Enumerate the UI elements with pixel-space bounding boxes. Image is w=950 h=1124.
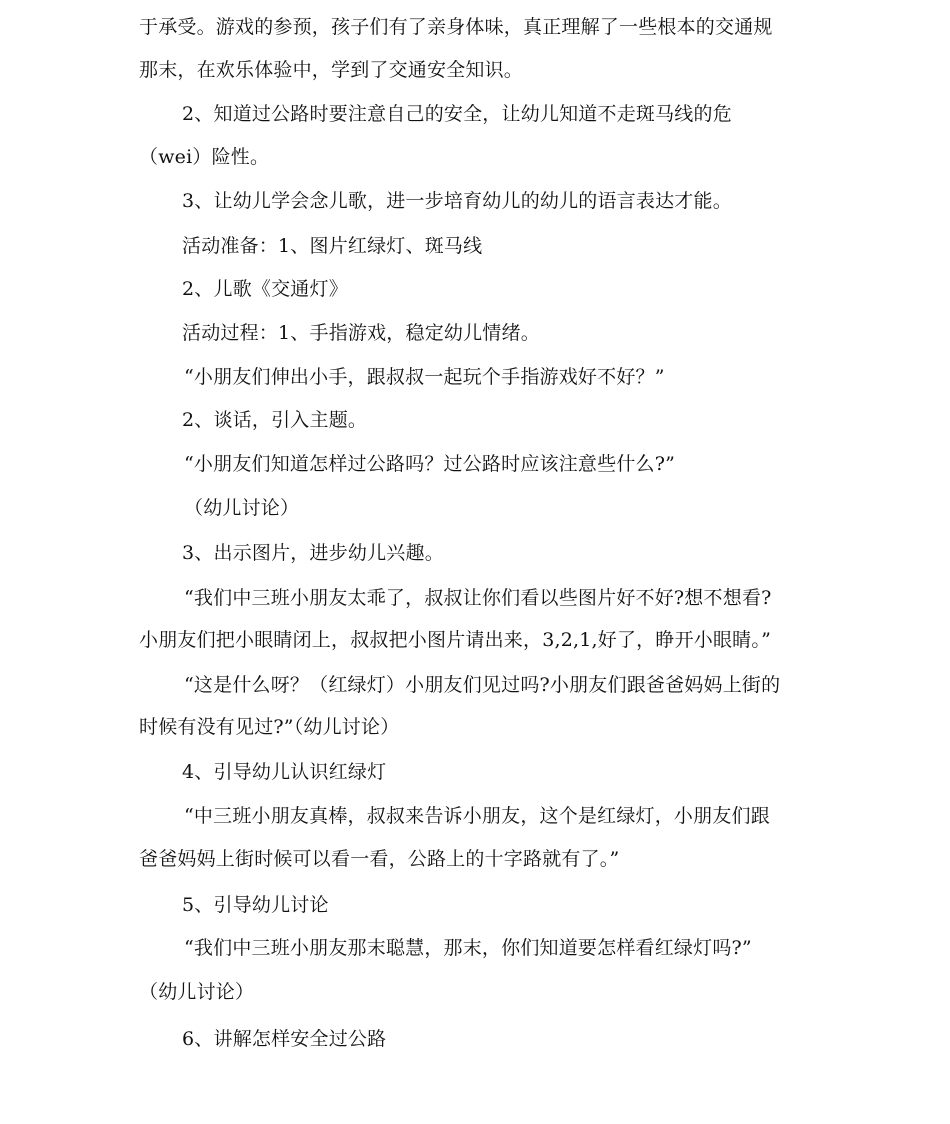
paragraph-line: 2、儿歌《交通灯》 — [182, 278, 348, 300]
paragraph-line: 4、引导幼儿认识红绿灯 — [182, 761, 387, 783]
paragraph-line: “小朋友们伸出小手，跟叔叔一起玩个手指游戏好不好？” — [184, 366, 665, 388]
paragraph-line: “中三班小朋友真棒，叔叔来告诉小朋友，这个是红绿灯，小朋友们跟 — [184, 805, 770, 827]
paragraph-line: 小朋友们把小眼睛闭上，叔叔把小图片请出来，3,2,1,好了，睁开小眼睛。” — [139, 629, 771, 651]
paragraph-line: （幼儿讨论） — [139, 981, 255, 1003]
paragraph-line: 活动过程：1、手指游戏，稳定幼儿情绪。 — [182, 322, 540, 344]
paragraph-line: 那末，在欢乐体验中，学到了交通安全知识。 — [139, 59, 524, 81]
paragraph-line: 5、引导幼儿讨论 — [182, 894, 329, 916]
paragraph-line: 爸爸妈妈上街时候可以看一看，公路上的十字路就有了。” — [139, 848, 620, 870]
paragraph-line: “我们中三班小朋友太乖了，叔叔让你们看以些图片好不好?想不想看? — [184, 587, 772, 609]
paragraph-line: 活动准备：1、图片红绿灯、斑马线 — [182, 235, 483, 257]
paragraph-line: 时候有没有见过?”（幼儿讨论） — [139, 716, 400, 738]
paragraph-line: 2、谈话，引入主题。 — [182, 409, 368, 431]
paragraph-line: 2、知道过公路时要注意自己的安全，让幼儿知道不走斑马线的危 — [182, 103, 732, 125]
paragraph-line: （幼儿讨论） — [184, 497, 300, 519]
paragraph-line: 6、讲解怎样安全过公路 — [182, 1028, 387, 1050]
paragraph-line: “小朋友们知道怎样过公路吗？过公路时应该注意些什么?” — [184, 453, 676, 475]
paragraph-line: （wei）险性。 — [139, 146, 270, 168]
paragraph-line: “我们中三班小朋友那末聪慧，那末，你们知道要怎样看红绿灯吗?” — [184, 937, 752, 959]
paragraph-line: 3、让幼儿学会念儿歌，进一步培育幼儿的幼儿的语言表达才能。 — [182, 190, 732, 212]
paragraph-line: 3、出示图片，进步幼儿兴趣。 — [182, 542, 444, 564]
paragraph-line: “这是什么呀？（红绿灯）小朋友们见过吗?小朋友们跟爸爸妈妈上街的 — [184, 674, 781, 696]
paragraph-line: 于承受。游戏的参预，孩子们有了亲身体味，真正理解了一些根本的交通规 — [139, 16, 773, 38]
